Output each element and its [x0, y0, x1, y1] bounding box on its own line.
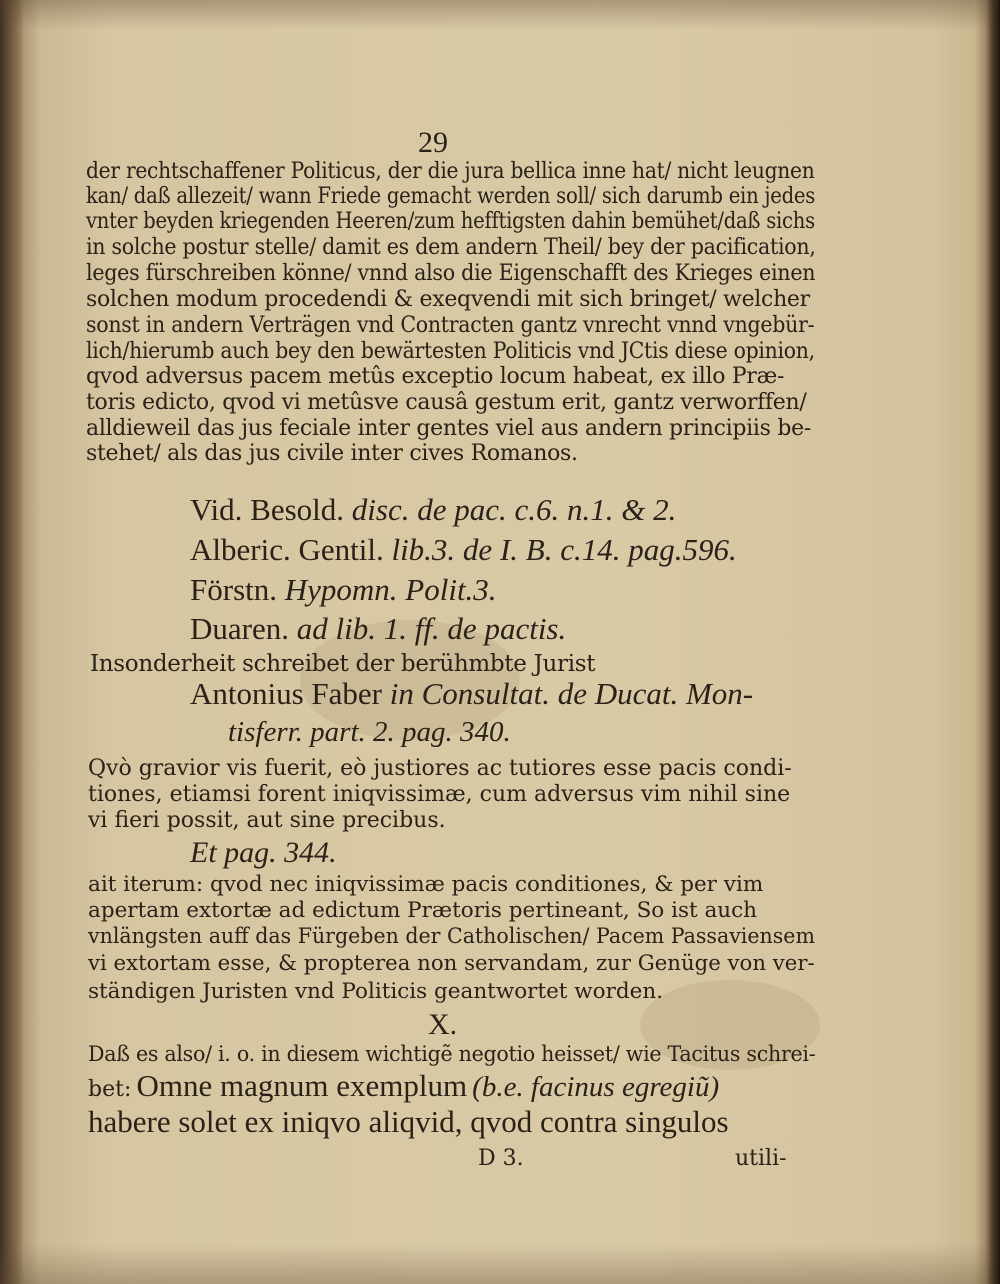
- body-line: vnlängsten auff das Fürgeben der Catholischen/ Pacem Passaviensem: [88, 924, 815, 949]
- page-number: 29: [418, 126, 448, 159]
- body-line: ständigen Juristen vnd Politicis geantwortet worden.: [88, 979, 664, 1004]
- body-line: apertam extortæ ad edictum Prætoris pertineant, So ist auch: [88, 898, 758, 923]
- body-line: kan/ daß allezeit/ wann Friede gemacht werden soll/ sich darumb ein jedes: [86, 184, 816, 209]
- reference-author: Vid. Besold.: [190, 492, 345, 527]
- reference-author: Alberic. Gentil.: [190, 532, 384, 567]
- reference-line: [190, 492, 676, 528]
- quote-line: vi fieri possit, aut sine precibus.: [88, 808, 446, 833]
- faber-author: Antonius Faber: [190, 676, 383, 711]
- gloss: (b.e. facinus egregiũ): [472, 1071, 720, 1103]
- emphasis: Omne magnum exemplum: [136, 1068, 468, 1103]
- reference-line: [190, 611, 566, 647]
- body-line: qvod adversus pacem metûs exceptio locum habeat, ex illo Præ-: [86, 364, 785, 389]
- binding-shadow: [0, 0, 24, 1284]
- body-line: toris edicto, qvod vi metûsve causâ gestum erit, gantz verworffen/: [86, 390, 807, 415]
- body-line: leges fürschreiben könne/ vnnd also die Eigenschafft des Krieges einen: [86, 261, 816, 286]
- reference-citation: disc. de pac. c.6. n.1. & 2.: [351, 492, 677, 527]
- intro-line: Insonderheit schreibet der berühmbte Jurist: [90, 651, 596, 677]
- body-line: habere solet ex iniqvo aliqvid, qvod contra singulos: [88, 1104, 729, 1139]
- word: bet:: [88, 1077, 132, 1102]
- reference-author: Förstn.: [190, 572, 277, 607]
- section-number: X.: [428, 1008, 458, 1041]
- reference-author: Duaren.: [190, 611, 289, 646]
- reference-line: [190, 572, 497, 608]
- faber-line: [190, 676, 753, 712]
- body-line: lich/hierumb auch bey den bewärtesten Politicis vnd JCtis diese opinion,: [86, 339, 815, 364]
- body-line: der rechtschaffener Politicus, der die jura bellica inne hat/ nicht leugnen: [86, 159, 815, 184]
- body-line: [88, 1068, 719, 1104]
- body-line: ait iterum: qvod nec iniqvissimæ pacis conditiones, & per vim: [88, 872, 764, 897]
- body-line: solchen modum procedendi & exeqvendi mit sich bringet/ welcher: [86, 287, 810, 312]
- signature-mark: D 3.: [478, 1146, 524, 1171]
- reference-citation: Hypomn. Polit.3.: [284, 572, 497, 607]
- faber-citation-cont: tisferr. part. 2. pag. 340.: [228, 716, 511, 748]
- body-line: Daß es also/ i. o. in diesem wichtigẽ negotio heisset/ wie Tacitus schrei-: [88, 1042, 816, 1067]
- body-line: stehet/ als das jus civile inter cives Romanos.: [86, 441, 578, 466]
- et-pag: Et pag. 344.: [190, 836, 337, 869]
- quote-line: tiones, etiamsi forent iniqvissimæ, cum adversus vim nihil sine: [88, 782, 791, 807]
- reference-line: [190, 532, 737, 568]
- quote-line: Qvò gravior vis fuerit, eò justiores ac tutiores esse pacis condi-: [88, 756, 792, 781]
- catchword: utili-: [735, 1146, 787, 1171]
- body-line: in solche postur stelle/ damit es dem andern Theil/ bey der pacification,: [86, 235, 816, 260]
- faber-citation: in Consultat. de Ducat. Mon-: [389, 676, 754, 711]
- reference-citation: lib.3. de I. B. c.14. pag.596.: [391, 532, 737, 567]
- body-line: alldieweil das jus feciale inter gentes viel aus andern principiis be-: [86, 416, 811, 441]
- body-line: vi extortam esse, & propterea non servandam, zur Genüge von ver-: [88, 951, 815, 976]
- body-line: vnter beyden kriegenden Heeren/zum hefftigsten dahin bemühet/daß sichs: [86, 209, 815, 234]
- page-edge: [986, 0, 1000, 1284]
- reference-citation: ad lib. 1. ff. de pactis.: [296, 611, 567, 646]
- body-line: sonst in andern Verträgen vnd Contracten gantz vnrecht vnnd vngebür-: [86, 313, 815, 338]
